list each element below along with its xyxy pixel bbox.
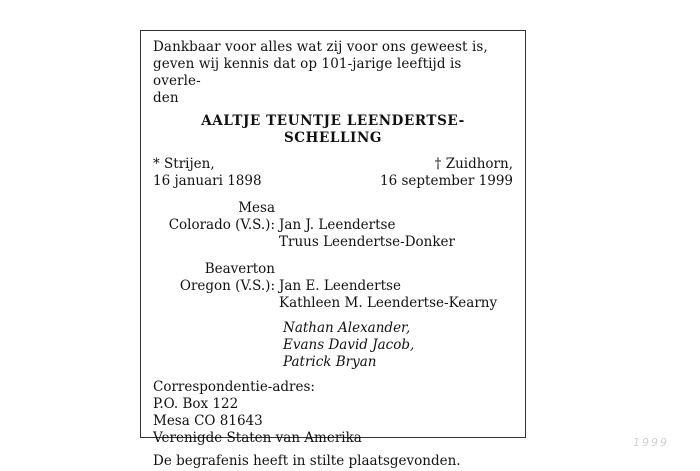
family-person: Jan J. Leendertse <box>279 217 396 233</box>
family-row <box>153 295 513 312</box>
family-row <box>153 278 513 295</box>
birth-place: * Strijen, <box>153 156 215 172</box>
intro-line: den <box>153 90 179 106</box>
intro-line: geven wij kennis dat op 101-jarige leeftijd is overle- <box>153 56 462 89</box>
family-person: Jan E. Leendertse <box>279 278 401 294</box>
family-list <box>153 200 513 371</box>
family-place: Beaverton <box>204 261 275 277</box>
family-row <box>153 234 513 251</box>
address-line: Mesa CO 81643 <box>153 413 263 429</box>
family-person: Truus Leendertse-Donker <box>279 234 455 250</box>
grandchild-name: Evans David Jacob, <box>283 337 415 353</box>
correspondence-address <box>153 379 513 447</box>
family-place: Colorado (V.S.): <box>168 217 275 233</box>
birth-info <box>153 156 262 190</box>
family-place: Mesa <box>238 200 275 216</box>
grandchild-name: Nathan Alexander, <box>283 320 411 336</box>
family-place: Oregon (V.S.): <box>179 278 275 294</box>
family-person: Kathleen M. Leendertse-Kearny <box>279 295 498 311</box>
birth-date: 16 januari 1898 <box>153 173 262 189</box>
death-date: 16 september 1999 <box>380 173 513 189</box>
death-place: † Zuidhorn, <box>434 156 513 172</box>
grandchildren-list <box>279 320 513 371</box>
deceased-name: AALTJE TEUNTJE LEENDERTSE-SCHELLING <box>201 113 465 146</box>
address-line: Correspondentie-adres: <box>153 379 315 395</box>
intro-line: Dankbaar voor alles wat zij voor ons geweest is, <box>153 39 488 55</box>
address-line: P.O. Box 122 <box>153 396 239 412</box>
closing-text: De begrafenis heeft in stilte plaatsgevonden. <box>153 453 461 469</box>
address-line: Verenigde Staten van Amerika <box>153 430 362 446</box>
grandchild-name: Patrick Bryan <box>283 354 377 370</box>
death-info <box>380 156 513 190</box>
family-place-row <box>153 200 513 217</box>
obituary-notice <box>140 30 526 469</box>
family-row <box>153 217 513 234</box>
life-dates <box>153 156 513 190</box>
intro-text <box>153 39 513 107</box>
margin-year-mark: 1999 <box>633 436 669 449</box>
family-place-row <box>153 261 513 278</box>
